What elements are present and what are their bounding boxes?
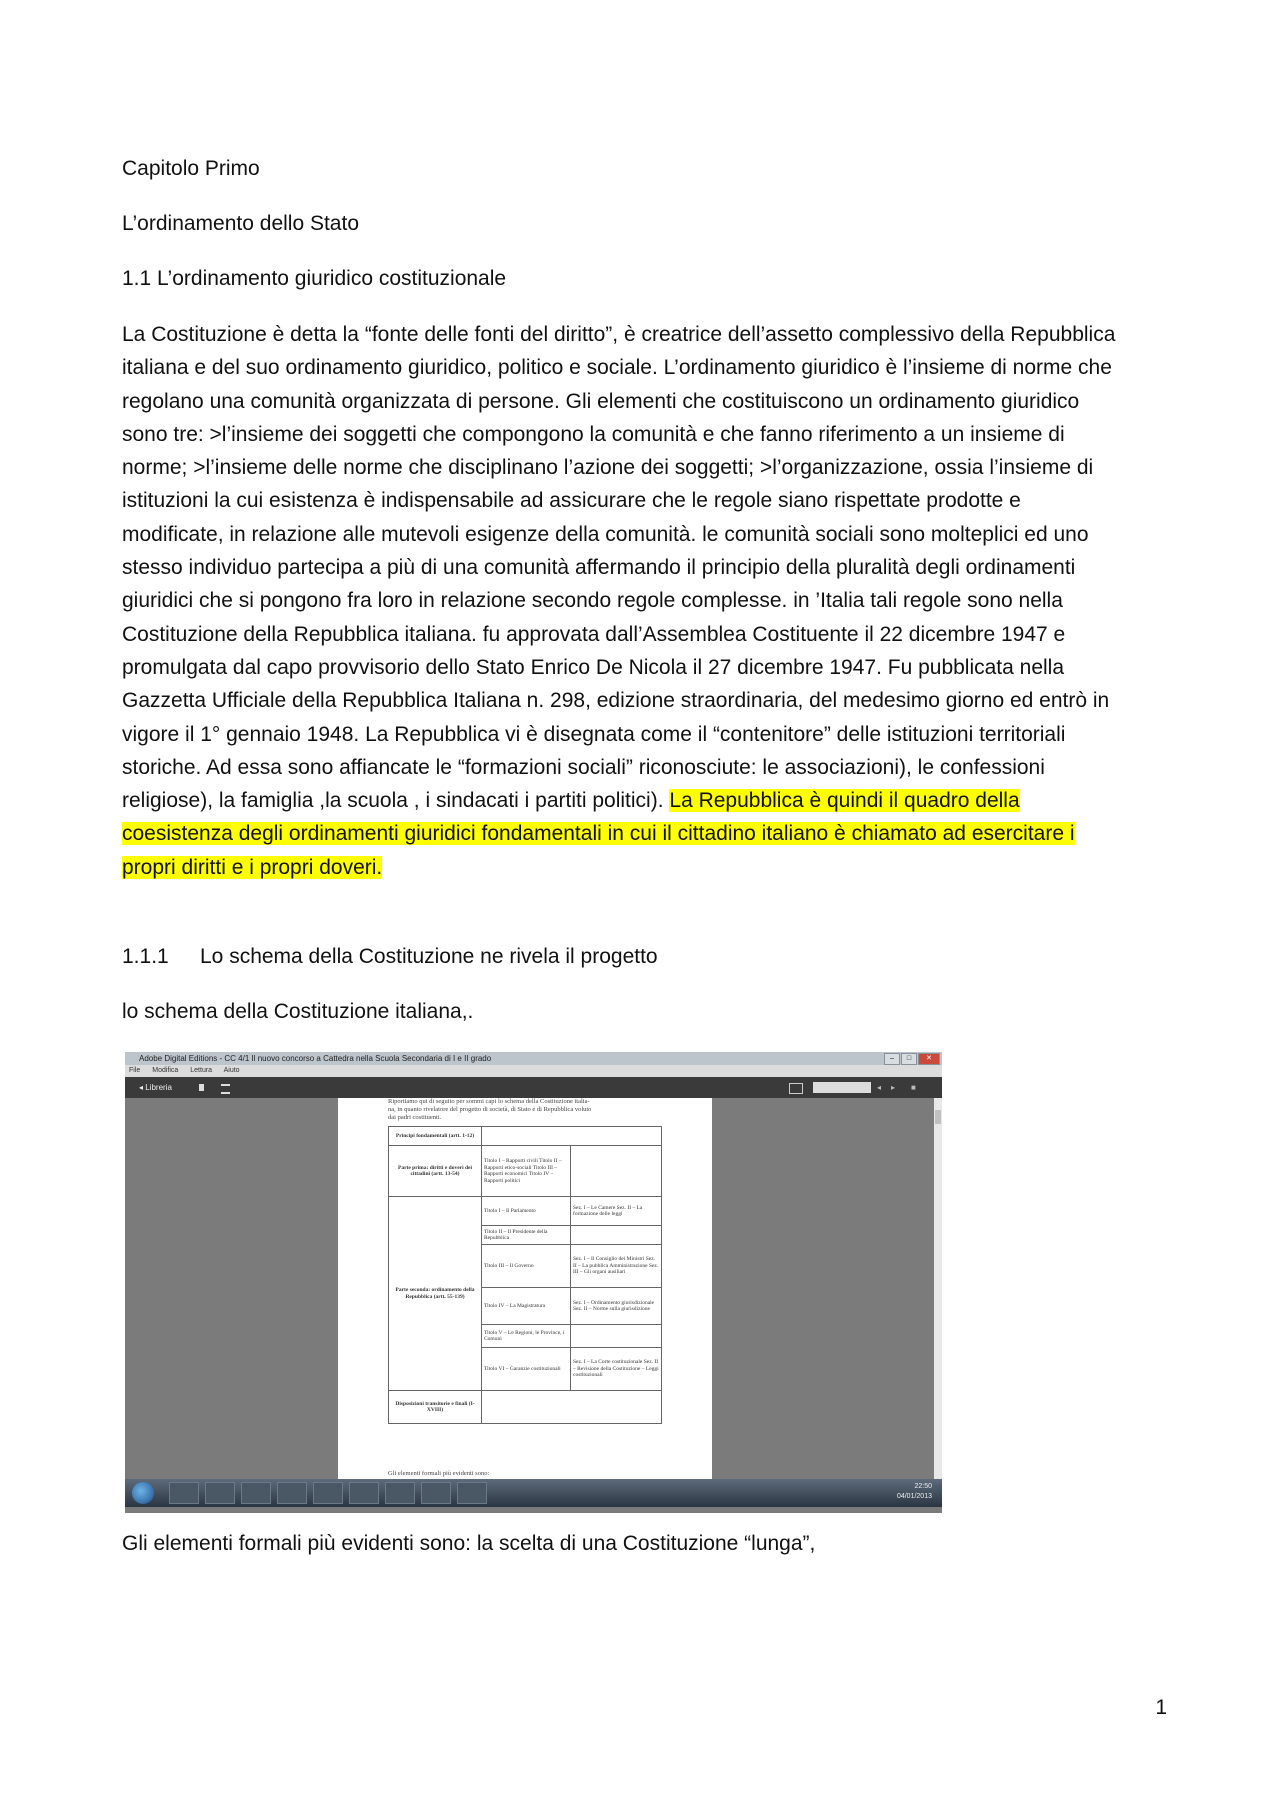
prev-arrow-icon: ◂ xyxy=(877,1083,882,1092)
table-cell: Titolo II – Il Presidente della Repubblica xyxy=(482,1226,571,1245)
app-icon xyxy=(241,1482,271,1504)
minimize-icon: – xyxy=(884,1053,900,1065)
paragraph-line xyxy=(122,817,1167,850)
paragraph-line xyxy=(122,851,1167,884)
highlighted-text: La Repubblica è quindi il quadro della xyxy=(669,789,1020,813)
menu-item: File xyxy=(129,1067,141,1074)
next-arrow-icon: ▸ xyxy=(891,1083,896,1092)
window-titlebar: Adobe Digital Editions - CC 4/1 Il nuovo concorso a Cattedra nella Scuola Secondaria di I e II grado xyxy=(125,1052,942,1065)
paragraph-text: religiose), la famiglia ,la scuola , i sindacati i partiti politici). xyxy=(122,789,670,813)
paragraph-line: La Costituzione è detta la “fonte delle fonti del diritto”, è creatrice dell’assetto complessivo della Repubblica xyxy=(122,323,1116,346)
table-cell xyxy=(571,1146,662,1197)
windows-taskbar xyxy=(125,1479,942,1507)
table-cell: Sez. I – Il Consiglio dei Ministri Sez. II – La pubblica Amministrazione Sez. III – Gli organi ausiliari xyxy=(571,1245,662,1288)
subsection-title: Lo schema della Costituzione ne rivela il progetto xyxy=(200,945,658,968)
paragraph-line: modificate, in relazione alle mutevoli esigenze della comunità. le comunità sociali sono molteplici ed uno xyxy=(122,522,1089,546)
maximize-icon: □ xyxy=(901,1053,917,1065)
subsection-number: 1.1.1 xyxy=(122,945,169,968)
page-text: Gli elementi formali più evidenti sono: xyxy=(388,1470,490,1477)
table-cell: Sez. I – Le Camere Sez. II – La formazione delle leggi xyxy=(571,1197,662,1226)
app-icon xyxy=(421,1482,451,1504)
table-cell xyxy=(482,1391,662,1424)
paragraph-line: promulgata dal capo provvisorio dello Stato Enrico De Nicola il 27 dicembre 1947. Fu pubblicata nella xyxy=(122,655,1065,679)
page-text: dai padri costituenti. xyxy=(388,1114,442,1121)
menu-item: Lettura xyxy=(190,1067,213,1074)
bookmark-icon xyxy=(199,1084,204,1091)
window-controls xyxy=(884,1053,940,1065)
reader-scrollbar xyxy=(934,1098,942,1500)
highlighted-text: propri diritti e i propri doveri. xyxy=(122,855,383,879)
paragraph-line: sono tre: >l’insieme dei soggetti che compongono la comunità e che fanno riferimento a un insieme di xyxy=(122,422,1065,446)
window-menubar xyxy=(125,1065,942,1077)
main-paragraph xyxy=(122,318,1167,884)
paragraph-line: giuridici che si pongono fra loro in relazione secondo regole complesse. in ’Italia tali regole sono nella xyxy=(122,589,1063,613)
paragraph-line: istituzioni la cui esistenza è indispensabile ad assicurare che le regole siano rispettate prodotte e xyxy=(122,489,1021,513)
clock-date: 04/01/2013 xyxy=(896,1493,932,1500)
highlighted-text: coesistenza degli ordinamenti giuridici fondamentali in cui il cittadino italiano è chiamato ad esercitare i xyxy=(122,822,1075,846)
search-input xyxy=(813,1082,871,1093)
table-cell xyxy=(482,1127,662,1146)
app-icon xyxy=(385,1482,415,1504)
table-cell: Titolo III – Il Governo xyxy=(482,1245,571,1288)
paragraph-line: Gazzetta Ufficiale della Repubblica Italiana n. 298, edizione straordinaria, del medesimo giorno ed entrò in xyxy=(122,689,1110,713)
page-text: na, in quanto rivelatore del progetto di società, di Stato e di Repubblica voluto xyxy=(388,1106,592,1113)
menu-icon xyxy=(221,1084,230,1094)
paragraph-line: norme; >l’insieme delle norme che disciplinano l’azione dei soggetti; >l’organizzazione, ossia l’insieme di xyxy=(122,456,1094,480)
paragraph-line: italiana e del suo ordinamento giuridico, politico e sociale. L’ordinamento giuridico è l’insieme di norme che xyxy=(122,356,1112,380)
explorer-icon xyxy=(169,1482,199,1504)
subsection-heading xyxy=(122,943,658,971)
section-heading: 1.1 L’ordinamento giuridico costituzionale xyxy=(122,267,507,290)
table-cell: Principi fondamentali (artt. 1-12) xyxy=(389,1127,482,1146)
close-icon: ✕ xyxy=(918,1053,940,1065)
paragraph-line: Costituzione della Repubblica italiana. fu approvata dall’Assemblea Costituente il 22 dicembre 1947 e xyxy=(122,622,1066,646)
table-cell: Titolo VI – Garanzie costituzionali xyxy=(482,1348,571,1391)
page-number: 1 xyxy=(1155,1696,1167,1719)
system-clock xyxy=(897,1482,932,1502)
scrollbar-thumb xyxy=(935,1110,941,1124)
table-cell: Parte seconda: ordinamento della Repubblica (artt. 55-139) xyxy=(389,1197,482,1391)
app-icon xyxy=(313,1482,343,1504)
media-player-icon xyxy=(205,1482,235,1504)
clock-time: 22:50 xyxy=(914,1483,932,1490)
table-cell: Sez. I – Ordinamento giurisdizionale Sez. II – Norme sulla giurisdizione xyxy=(571,1288,662,1325)
start-orb-icon xyxy=(132,1482,154,1504)
table-cell: Titolo IV – La Magistratura xyxy=(482,1288,571,1325)
browser-icon xyxy=(349,1482,379,1504)
paragraph-line: storiche. Ad essa sono affiancate le “formazioni sociali” riconosciute: le associazioni), le confessioni xyxy=(122,755,1045,779)
table-cell xyxy=(571,1226,662,1245)
reader-toolbar xyxy=(125,1077,942,1098)
paragraph-line: vigore il 1° gennaio 1948. La Repubblica vi è disegnata come il “contenitore” delle istituzioni territoriali xyxy=(122,722,1066,746)
table-cell: Titolo I – Rapporti civili Titolo II – Rapporti etico-sociali Titolo III – Rapporti economici Titolo IV – Rapporti politici xyxy=(482,1146,571,1197)
paragraph-line xyxy=(122,784,1167,817)
reader-page xyxy=(338,1098,712,1500)
embedded-screenshot xyxy=(125,1052,942,1513)
table-cell: Parte prima: diritti e doveri dei cittadini (artt. 13-54) xyxy=(389,1146,482,1197)
schema-intro: lo schema della Costituzione italiana,. xyxy=(122,1000,474,1023)
table-cell xyxy=(571,1325,662,1348)
menu-item: Modifica xyxy=(152,1067,179,1074)
menu-item: Aiuto xyxy=(223,1067,240,1074)
view-icon xyxy=(789,1083,803,1094)
chapter-title: L’ordinamento dello Stato xyxy=(122,212,359,235)
library-link: ◂ Libreria xyxy=(139,1083,172,1092)
table-cell: Titolo V – Le Regioni, le Province, i Comuni xyxy=(482,1325,571,1348)
closing-text: Gli elementi formali più evidenti sono: la scelta di una Costituzione “lunga”, xyxy=(122,1532,816,1555)
app-icon xyxy=(277,1482,307,1504)
chapter-label: Capitolo Primo xyxy=(122,157,260,180)
table-cell: Disposizioni transitorie e finali (I-XVIII) xyxy=(389,1391,482,1424)
table-cell: Sez. I – La Corte costituzionale Sez. II – Revisione della Costituzione – Leggi costituzionali xyxy=(571,1348,662,1391)
paragraph-line: regolano una comunità organizzata di persone. Gli elementi che costituiscono un ordinamento giuridico xyxy=(122,389,1080,413)
constitution-table xyxy=(388,1126,662,1424)
fullscreen-icon: ■ xyxy=(911,1083,916,1092)
page-text: Riportiamo qui di seguito per sommi capi lo schema della Costituzione italia- xyxy=(388,1098,590,1105)
paragraph-line: stesso individuo partecipa a più di una comunità affermando il principio della pluralità degli ordinamenti xyxy=(122,556,1076,580)
word-icon xyxy=(457,1482,487,1504)
table-cell: Titolo I – Il Parlamento xyxy=(482,1197,571,1226)
